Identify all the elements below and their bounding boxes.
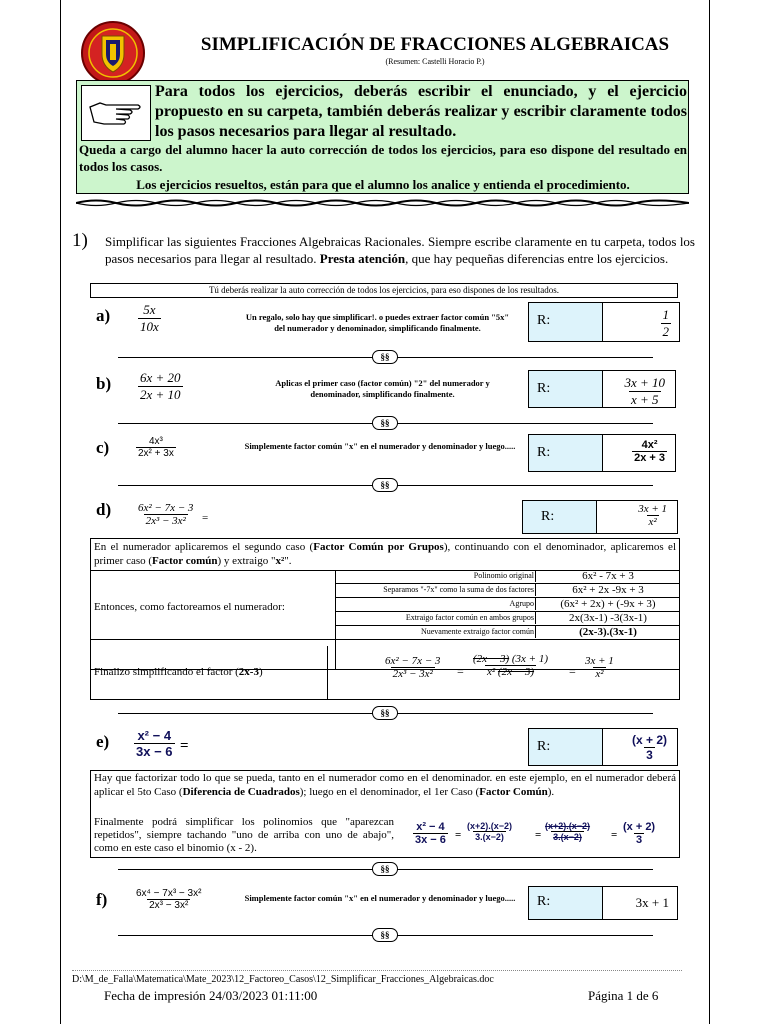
instructions-sub-text: Queda a cargo del alumno hacer la auto corrección de todos los ejercicios, para eso dispone del resultado en todos los casos.: [79, 142, 687, 174]
exercise-d-final-row: Finalizo simplificando el factor (2x-3) $\frac{\text{6x² − 7x − 3}}{\text{2x³ − 3x²}}$ = $\frac{(2x - 3) (3x + 1)}{\text{x² (2x − 3)}}$ = $\frac{3x + 1}{\text{x²}}$: [90, 646, 680, 700]
exercise-d-answer: R: $\frac{3x + 1}{\text{x²}}$: [522, 500, 678, 534]
exercise-c-label: c): [96, 438, 110, 457]
instructions-main-text: Para todos los ejercicios, deberás escribir el enunciado, y el ejercicio propuesto en su carpeta, también deberás realizar y escribir claramente todos los pasos necesarios para llegar al resultado.: [155, 83, 687, 140]
d-eq-fraction-3: $\frac{3x + 1}{\text{x²}}$: [585, 655, 614, 680]
exercise-b-label: b): [96, 374, 112, 393]
exercise-d-solution-table: En el numerador aplicaremos el segundo caso (Factor Común por Grupos), continuando con el denominador, aplicaremos el primer caso (Factor común) y extraigo "x²". Entonces, como factoreamos el numerador: Polinomio original 6x² - 7x + 3 Separamos "-7x" como la suma de dos factores 6x² + 2x -9x + 3 Agrupo (6x² + 2x) + (-9x + 3) Extraigo factor común en ambos grupos 2x(3x-1) -3(3x-1) Nuevamente extraigo factor común (2x-3).(3x-1): [90, 538, 680, 670]
exercise-e-equals: =: [180, 738, 189, 754]
page-subtitle: (Resumen: Castelli Horacio P.): [385, 57, 485, 66]
exercise-d-final-text: Finalizo simplificando el factor (2x-3): [94, 666, 263, 678]
exercise-e-fraction: $\frac{\text{x² − 4}}{3x - 6}$: [136, 728, 173, 759]
exercise-c-answer: R: $\frac{\text{4x²}}{2x + 3}$: [528, 434, 676, 472]
exercise-b-hint: Aplicas el primer caso (factor común) "2" del numerador y denominador, simplificando finalmente.: [275, 378, 490, 399]
separator-knot: §§: [118, 478, 653, 492]
exercise-f-hint: Simplemente factor común "x" en el numerador y denominador y luego.....: [244, 893, 516, 903]
question-number: 1): [72, 230, 88, 251]
exercise-a-hint: Un regalo, solo hay que simplificar!. o puedes extraer factor común "5x" del numerador y denominador, simplificando finalmente.: [245, 312, 510, 333]
instructions-box: [76, 80, 689, 194]
exercise-a-fraction: $\frac{5x}{10x}$: [140, 302, 159, 334]
pointing-hand-icon: [81, 85, 151, 141]
exercise-d-equals: =: [202, 512, 209, 524]
e-eq-fraction-1: $\frac{\text{x² − 4}}{3x - 6}$: [415, 821, 446, 846]
exercise-d-label: d): [96, 500, 112, 519]
decorative-divider: [76, 196, 689, 210]
school-crest-logo: [80, 20, 146, 86]
exercise-e-label: e): [96, 732, 110, 751]
separator-knot: §§: [118, 928, 653, 942]
separator-knot: §§: [118, 862, 653, 876]
exercise-a-answer: R: $\frac{1}{2}$: [528, 302, 680, 342]
exercise-b-fraction: $\frac{6x + 20}{2x + 10}$: [140, 370, 181, 402]
exercise-e-text: Finalmente podrá simplificar los polinomios que "aparezcan repetidos", siempre tachando "uno de arriba con uno de abajo", como en este caso el binomio (x - 2).: [94, 816, 394, 854]
d-eq-fraction-1: $\frac{\text{6x² − 7x − 3}}{\text{2x³ − 3x²}}$: [385, 655, 441, 680]
page-title: SIMPLIFICACIÓN DE FRACCIONES ALGEBRAICAS: [200, 34, 670, 55]
exercise-a-label: a): [96, 306, 111, 325]
e-eq-fraction-3: $\frac{(x+2).(x-2)}{3.(x-2)}$: [545, 821, 591, 842]
instructions-sub-text-2: Los ejercicios resueltos, están para que el alumno los analice y entienda el procedimiento.: [136, 177, 630, 192]
exercise-f-fraction: $\frac{\text{6x⁴ − 7x³ − 3x²}}{\text{2x³ − 3x²}}$: [136, 888, 202, 911]
exercise-e-answer: R: $\frac{(x + 2)}{3}$: [528, 728, 678, 766]
exercise-c-fraction: $\frac{\text{4x³}}{\text{2x² + 3x}}$: [138, 436, 174, 459]
exercise-b-answer: R: $\frac{3x + 10}{x + 5}$: [528, 370, 676, 408]
self-correction-note: Tú deberás realizar la auto corrección de todos los ejercicios, para eso dispones de los resultados.: [90, 283, 678, 298]
separator-knot: §§: [118, 416, 653, 430]
exercise-d-intro: En el numerador aplicaremos el segundo caso (Factor Común por Grupos), continuando con el denominador, aplicaremos el primer caso (Factor común) y extraigo "x²".: [94, 541, 676, 567]
e-eq-fraction-4: $\frac{(x + 2)}{3}$: [623, 821, 656, 846]
separator-knot: §§: [118, 350, 653, 364]
exercise-c-hint: Simplemente factor común "x" en el numerador y denominador y luego.....: [244, 441, 516, 451]
question-text: Simplificar las siguientes Fracciones Algebraicas Racionales. Siempre escribe claramente en tu carpeta, todos los pasos necesarios para llegar al resultado. Presta atención, que hay pequeñas diferencias entre los ejercicios.: [105, 234, 695, 266]
separator-knot: §§: [118, 706, 653, 720]
footer-divider: [72, 970, 682, 971]
footer-file-path: D:\M_de_Falla\Matematica\Mate_2023\12_Factoreo_Casos\12_Simplificar_Fracciones_Algebraicas.doc: [72, 974, 494, 985]
exercise-f-label: f): [96, 890, 108, 909]
footer-page-number: Página 1 de 6: [588, 988, 659, 1003]
exercise-e-intro: Hay que factorizar todo lo que se pueda, tanto en el numerador como en el denominador. en este ejemplo, en el numerador deberá aplicar el 5to Caso (Diferencia de Cuadrados); luego en el denominador, el 1er Caso (Factor Común).: [94, 772, 676, 798]
exercise-d-fraction: $\frac{\text{6x² − 7x − 3}}{\text{2x³ − 3x²}}$: [138, 502, 194, 527]
exercise-d-left-text: Entonces, como factoreamos el numerador:: [94, 601, 285, 613]
exercise-f-answer: R: 3x + 1: [528, 886, 678, 920]
exercise-e-solution-box: Hay que factorizar todo lo que se pueda, tanto en el numerador como en el denominador. en este ejemplo, en el numerador deberá aplicar el 5to Caso (Diferencia de Cuadrados); luego en el denominador, el 1er Caso (Factor Común). Finalmente podrá simplificar los polinomios que "aparezcan repetidos", siempre tachando "uno de arriba con uno de abajo", como en este caso el binomio (x - 2). $\frac{\text{x² − 4}}{3x - 6}$ = $\frac{(x+2).(x-2)}{3.(x-2)}$ = $\frac{(x+2).(x-2)}{3.(x-2)}$ = $\frac{(x + 2)}{3}$: [90, 770, 680, 858]
e-eq-fraction-2: $\frac{(x+2).(x-2)}{3.(x-2)}$: [467, 821, 513, 842]
d-eq-fraction-2: $\frac{(2x - 3) (3x + 1)}{\text{x² (2x − 3)}}$: [473, 653, 549, 678]
footer-print-date: Fecha de impresión 24/03/2023 01:11:00: [104, 988, 318, 1003]
